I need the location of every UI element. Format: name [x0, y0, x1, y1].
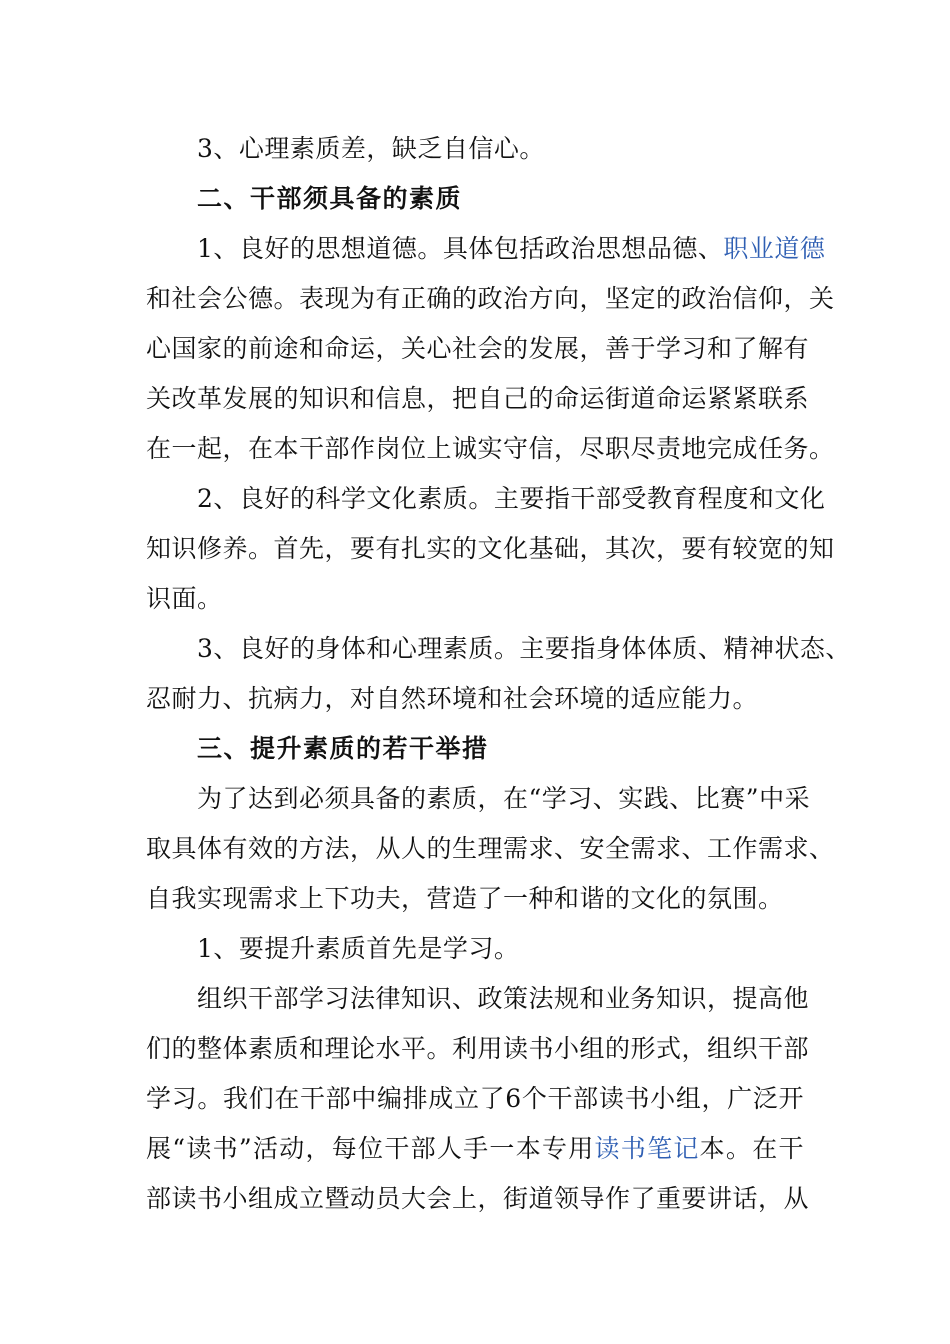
- section-heading-2: 二、干部须具备的素质: [197, 184, 463, 213]
- paragraph-line: 心国家的前途和命运，关心社会的发展，善于学习和了解有: [146, 334, 810, 363]
- paragraph-line: 部读书小组成立暨动员大会上，街道领导作了重要讲话，从: [146, 1184, 810, 1213]
- paragraph-line: 关改革发展的知识和信息，把自己的命运街道命运紧紧联系: [146, 384, 810, 413]
- paragraph-line: 和社会公德。表现为有正确的政治方向，坚定的政治信仰，关: [146, 284, 835, 313]
- paragraph-line: [197, 234, 825, 264]
- paragraph-line: 自我实现需求上下功夫，营造了一种和谐的文化的氛围。: [146, 884, 784, 913]
- paragraph-text: 1、良好的思想道德。具体包括政治思想品德、: [197, 234, 724, 263]
- paragraph-text: 本。在干: [699, 1134, 804, 1163]
- paragraph-line: 3、良好的身体和心理素质。主要指身体体质、精神状态、: [197, 634, 851, 663]
- paragraph-line: 1、要提升素质首先是学习。: [197, 934, 520, 963]
- paragraph-line: 学习。我们在干部中编排成立了6个干部读书小组，广泛开: [146, 1084, 804, 1113]
- paragraph-line: 3、心理素质差，缺乏自信心。: [197, 134, 545, 163]
- paragraph-line: 在一起，在本干部作岗位上诚实守信，尽职尽责地完成任务。: [146, 434, 835, 463]
- paragraph-line: 识面。: [146, 584, 223, 613]
- paragraph-line: 取具体有效的方法，从人的生理需求、安全需求、工作需求、: [146, 834, 835, 863]
- paragraph-line: 忍耐力、抗病力，对自然环境和社会环境的适应能力。: [146, 684, 759, 713]
- paragraph-line: [146, 1134, 804, 1164]
- paragraph-line: 组织干部学习法律知识、政策法规和业务知识，提高他: [197, 984, 810, 1013]
- paragraph-text: 展“读书”活动，每位干部人手一本专用: [146, 1134, 595, 1163]
- section-heading-3: 三、提升素质的若干举措: [197, 734, 489, 763]
- paragraph-line: 为了达到必须具备的素质，在“学习、实践、比赛”中采: [197, 784, 811, 813]
- link-professional-ethics[interactable]: 职业道德: [723, 234, 826, 263]
- paragraph-line: 知识修养。首先，要有扎实的文化基础，其次，要有较宽的知: [146, 534, 835, 563]
- paragraph-line: 2、良好的科学文化素质。主要指干部受教育程度和文化: [197, 484, 826, 513]
- link-reading-notes[interactable]: 读书笔记: [594, 1134, 700, 1163]
- paragraph-line: 们的整体素质和理论水平。利用读书小组的形式，组织干部: [146, 1034, 810, 1063]
